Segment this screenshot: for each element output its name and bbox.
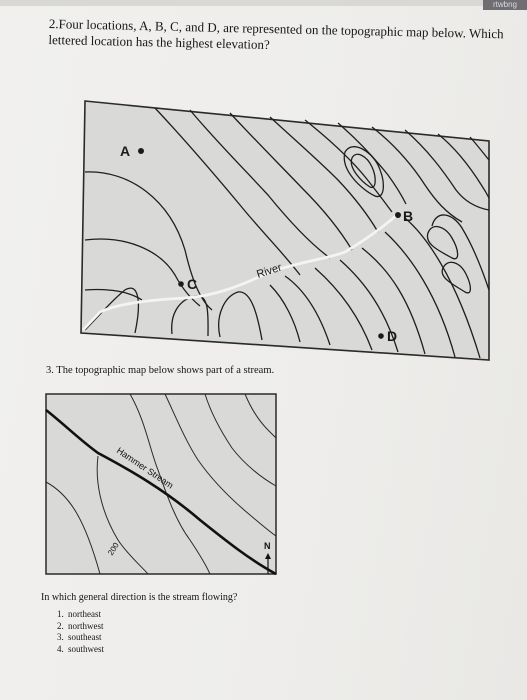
choice-3[interactable]: 3. southeast <box>57 632 102 642</box>
label-D: D <box>387 328 398 344</box>
label-C: C <box>187 276 198 292</box>
label-A: A <box>120 143 131 159</box>
answer-choices <box>57 609 104 655</box>
choice-4[interactable]: 4. southwest <box>57 643 104 654</box>
label-B: B <box>403 208 414 224</box>
north-label: N <box>264 541 271 551</box>
label-hammer-stream: Hammer Stream <box>114 445 176 491</box>
label-river: River <box>255 261 284 281</box>
choice-2[interactable]: 2. northwest <box>57 620 104 631</box>
question-2-text: 2.Four locations, A, B, C, and D, are represented on the topographic map below. Which lettered location has the highest elevation? <box>48 16 504 53</box>
question-3-text: 3. The topographic map below shows part of a stream. <box>46 365 275 376</box>
label-contour-200: 200 <box>106 540 121 558</box>
question-3-subquestion: In which general direction is the stream flowing? <box>41 592 238 603</box>
choice-1[interactable]: 1. northeast <box>57 609 101 619</box>
corner-tab: rtwbng <box>483 0 527 10</box>
